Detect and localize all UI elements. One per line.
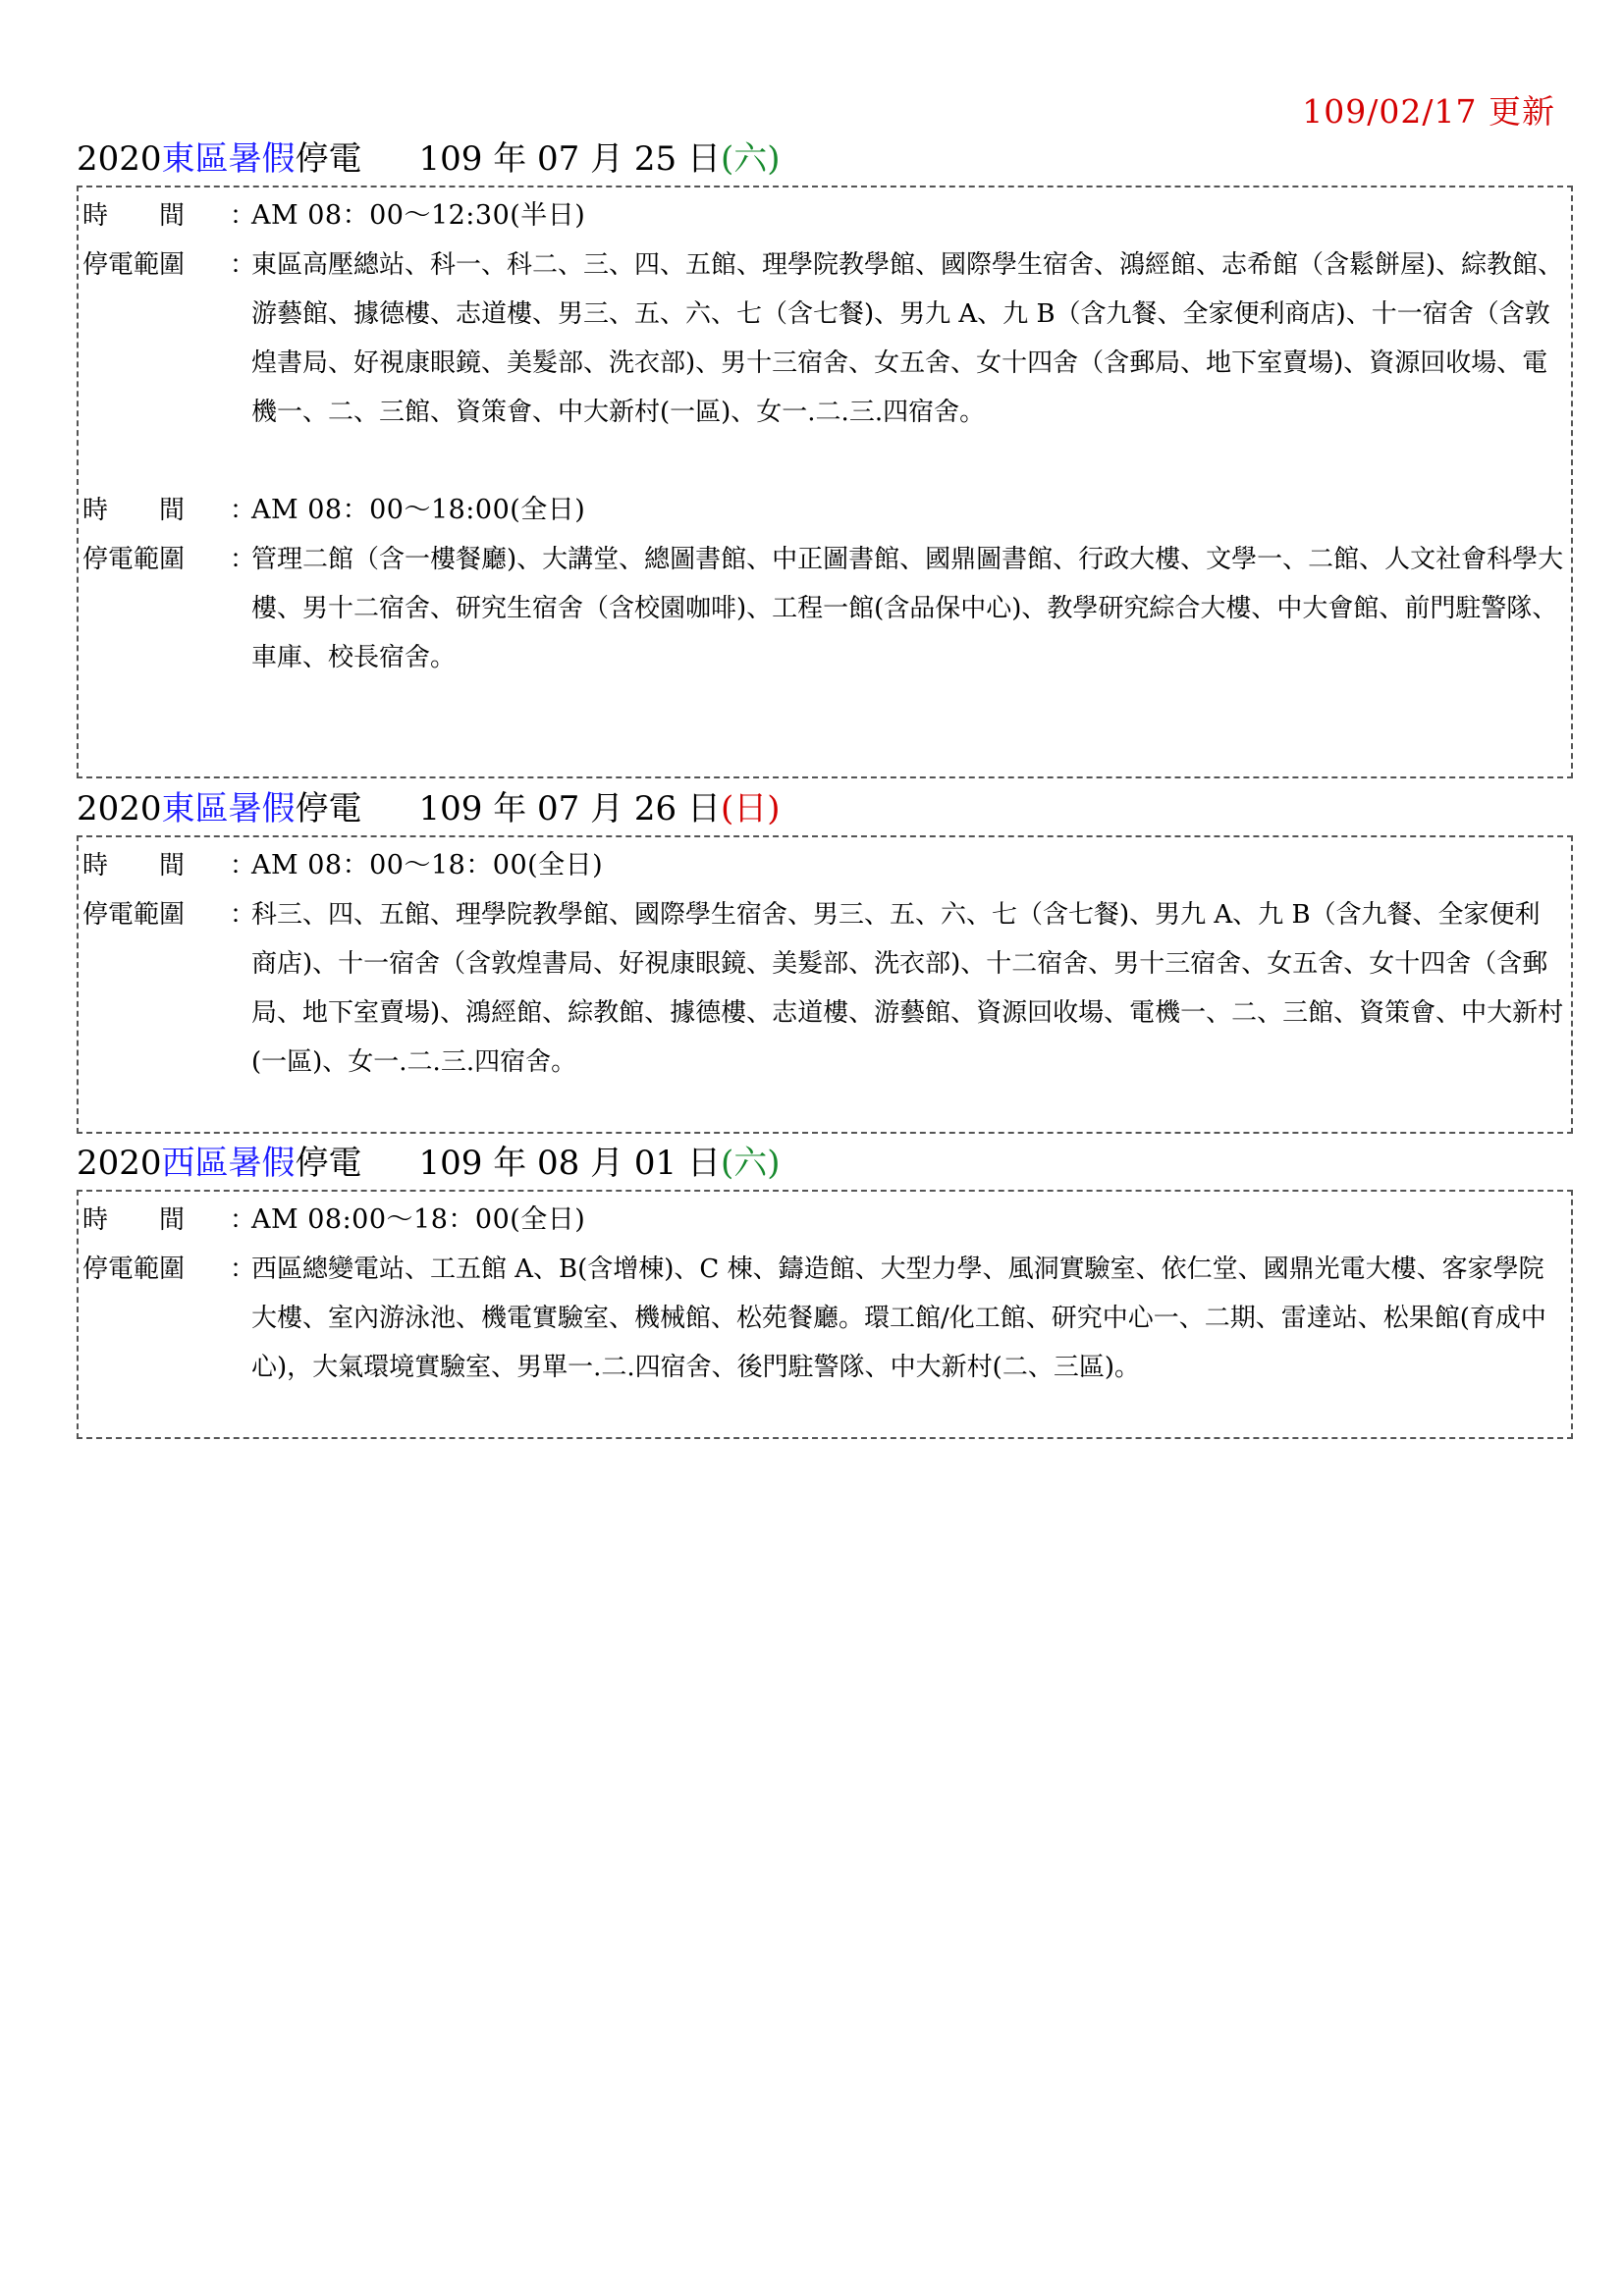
scope-label: 停電範圍 (82, 250, 186, 280)
section-box-3 (77, 1190, 1573, 1439)
time-value: AM 08：00～18：00(全日) (251, 850, 604, 881)
scope-row (82, 1245, 1571, 1392)
section-box-1 (77, 186, 1573, 778)
time-row (82, 841, 1571, 890)
section-title-1 (77, 137, 781, 181)
day-open-paren: ( (721, 789, 734, 828)
colon: ： (230, 250, 256, 280)
time-label: 時 間 (82, 851, 186, 881)
scope-value: 科三、四、五館、理學院教學館、國際學生宿舍、男三、五、六、七（含七餐)、男九 A、九 B（含九餐、全家便利商店)、十一宿舍（含敦煌書局、好視康眼鏡、美髮部、洗衣部)、十二宿舍、男十三宿舍、女五舍、女十四舍（含郵局、地下室賣場)、鴻經館、綜教館、據德樓、志道樓、游藝館、資源回收場、電機一、二、三館、資策會、中大新村(一區)、女一.二.三.四宿舍。 (251, 900, 1564, 1077)
day-close-paren: ) (767, 139, 781, 179)
day-of-week: 日 (733, 789, 768, 828)
scope-row (82, 240, 1571, 437)
region-label: 東區暑假 (161, 139, 296, 179)
outage-date: 109 年 08 月 01 日 (418, 1144, 721, 1183)
region-label: 西區暑假 (161, 1144, 296, 1183)
region-label: 東區暑假 (161, 789, 296, 828)
time-value: AM 08:00～18：00(全日) (251, 1204, 586, 1235)
scope-value: 東區高壓總站、科一、科二、三、四、五館、理學院教學館、國際學生宿舍、鴻經館、志希館（含鬆餅屋)、綜教館、游藝館、據德樓、志道樓、男三、五、六、七（含七餐)、男九 A、九 B（含九餐、全家便利商店)、十一宿舍（含敦煌書局、好視康眼鏡、美髮部、洗衣部)、男十三宿舍、女五舍、女十四舍（含郵局、地下室賣場)、資源回收場、電機一、二、三館、資策會、中大新村(一區)、女一.二.三.四宿舍。 (251, 250, 1564, 427)
day-of-week: 六 (733, 1144, 768, 1183)
time-value: AM 08：00～12:30(半日) (251, 200, 586, 231)
scope-value: 管理二館（含一樓餐廳)、大講堂、總圖書館、中正圖書館、國鼎圖書館、行政大樓、文學一、二館、人文社會科學大樓、男十二宿舍、研究生宿舍（含校園咖啡)、工程一館(含品保中心)、教學研究綜合大樓、中大會館、前門駐警隊、車庫、校長宿舍。 (251, 545, 1564, 672)
section-box-2 (77, 835, 1573, 1134)
colon: ： (230, 1255, 256, 1284)
day-close-paren: ) (767, 1144, 781, 1183)
section-title-3 (77, 1142, 781, 1185)
colon: ： (230, 545, 256, 574)
time-row (82, 1196, 1571, 1245)
title-suffix: 停電 (295, 789, 362, 828)
update-note: 109/02/17 更新 (1302, 92, 1555, 131)
time-label: 時 間 (82, 201, 186, 231)
scope-value: 西區總變電站、工五館 A、B(含增棟)、C 棟、鑄造館、大型力學、風洞實驗室、依仁堂、國鼎光電大樓、客家學院大樓、室內游泳池、機電實驗室、機械館、松苑餐廳。環工館/化工館、研究中心一、二期、雷達站、松果館(育成中心)，大氣環境實驗室、男單一.二.四宿舍、後門駐警隊、中大新村(二、三區)。 (251, 1255, 1546, 1382)
day-open-paren: ( (721, 1144, 734, 1183)
time-row (82, 191, 1571, 240)
colon: ： (230, 201, 256, 231)
day-open-paren: ( (721, 139, 734, 179)
time-row (82, 486, 1571, 535)
spacer (82, 437, 1571, 486)
time-label: 時 間 (82, 1205, 186, 1235)
title-suffix: 停電 (295, 1144, 362, 1183)
title-prefix: 2020 (77, 1144, 162, 1183)
title-prefix: 2020 (77, 789, 162, 828)
scope-row (82, 890, 1571, 1087)
colon: ： (230, 900, 256, 930)
title-suffix: 停電 (295, 139, 362, 179)
time-value: AM 08：00～18:00(全日) (251, 495, 586, 525)
scope-label: 停電範圍 (82, 1255, 186, 1284)
outage-date: 109 年 07 月 25 日 (418, 139, 721, 179)
day-of-week: 六 (733, 139, 768, 179)
colon: ： (230, 496, 256, 525)
colon: ： (230, 1205, 256, 1235)
section-title-2 (77, 787, 781, 830)
day-close-paren: ) (767, 789, 781, 828)
scope-row (82, 535, 1571, 682)
time-label: 時 間 (82, 496, 186, 525)
outage-date: 109 年 07 月 26 日 (418, 789, 721, 828)
scope-label: 停電範圍 (82, 545, 186, 574)
scope-label: 停電範圍 (82, 900, 186, 930)
colon: ： (230, 851, 256, 881)
title-prefix: 2020 (77, 139, 162, 179)
